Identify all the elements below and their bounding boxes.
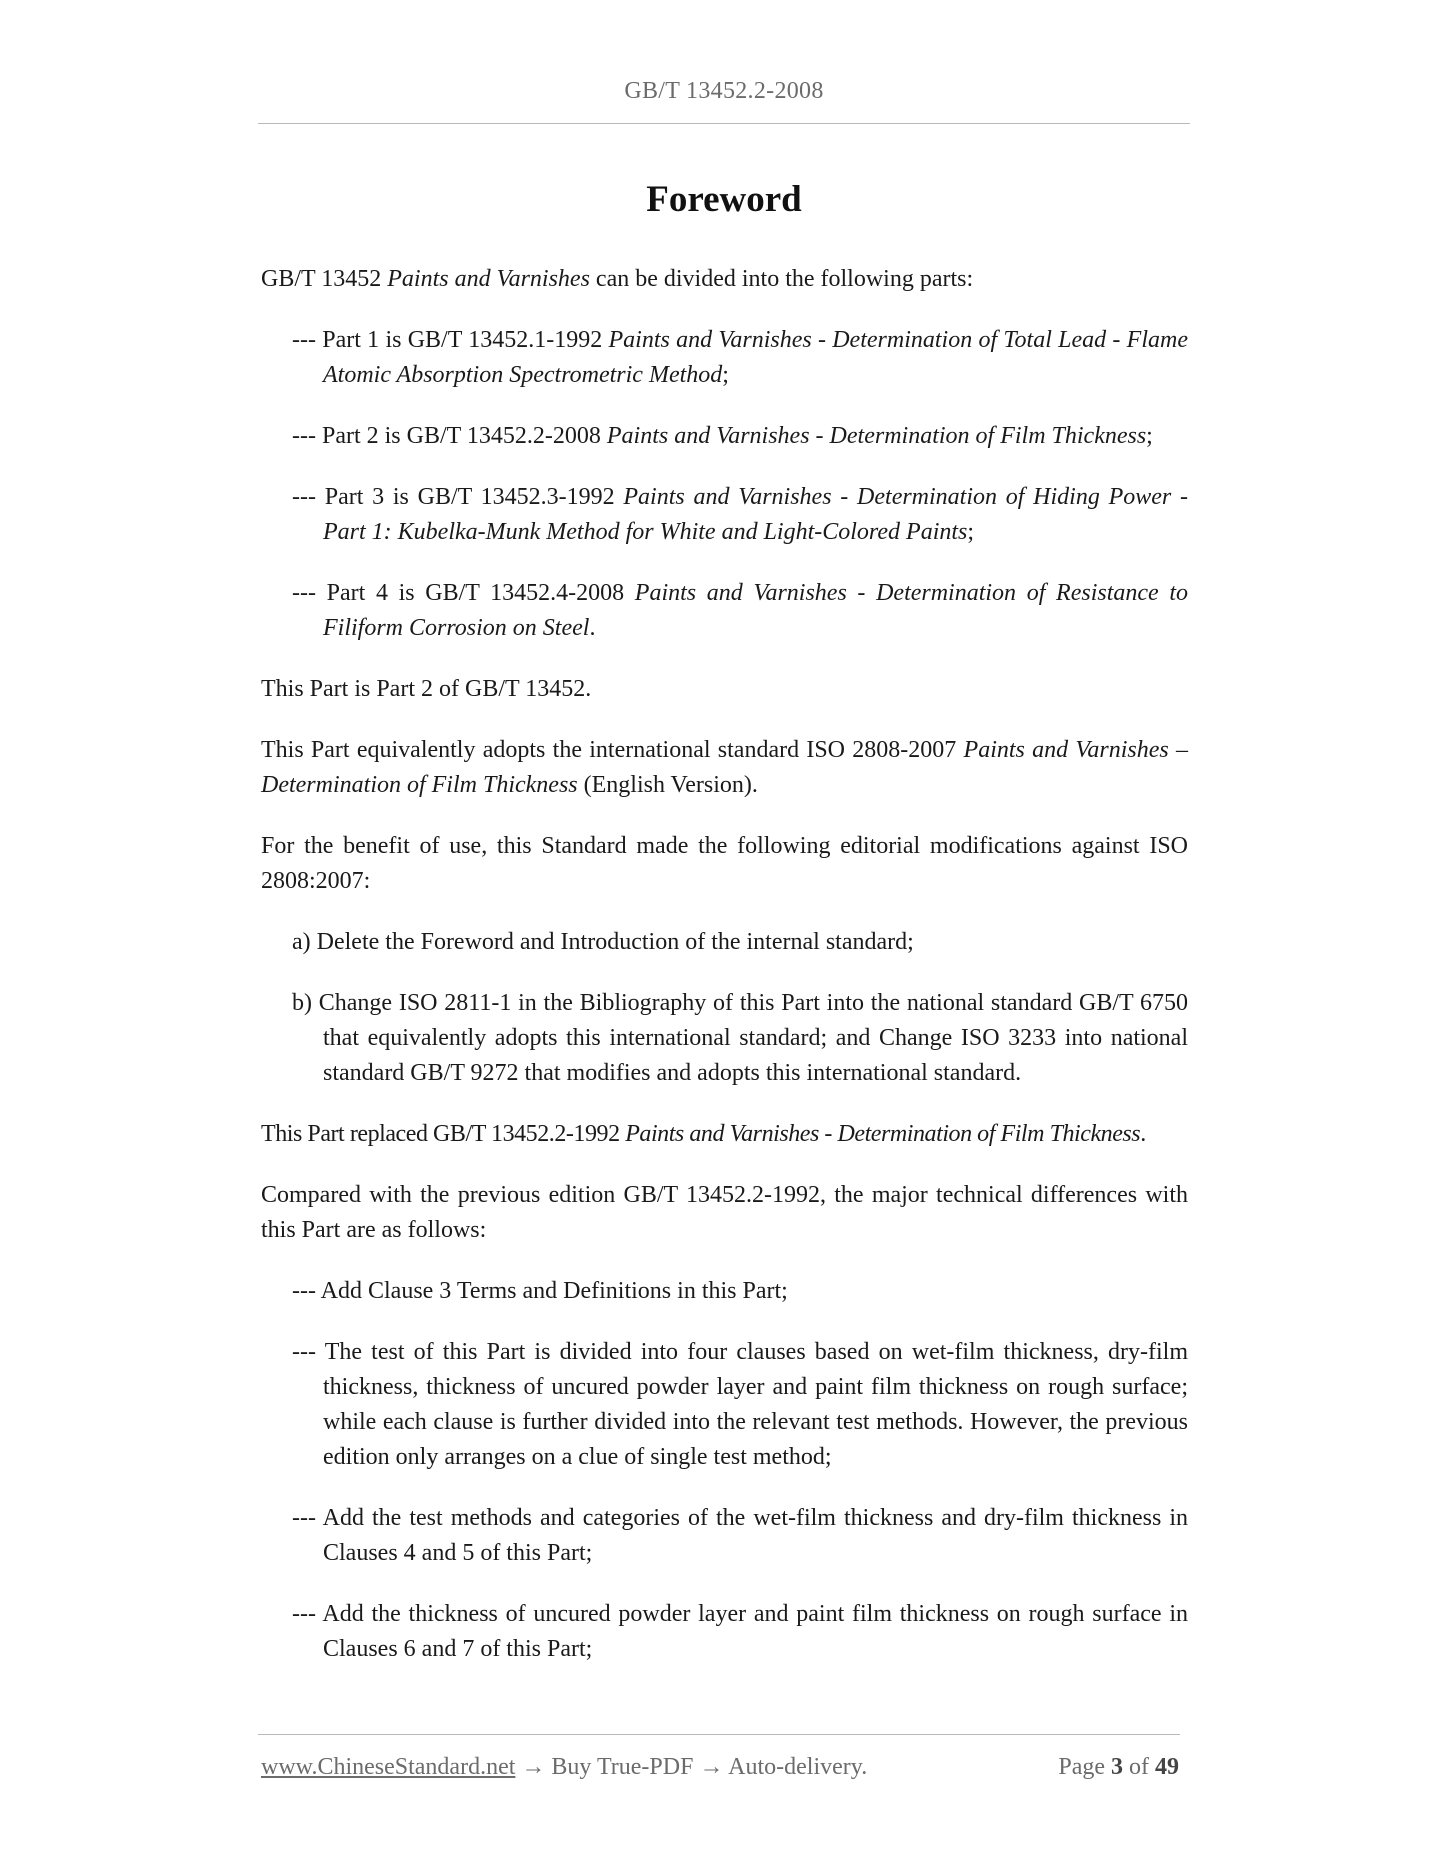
part-list-item (292, 480, 1188, 550)
page-title: Foreword (646, 179, 802, 220)
running-header: GB/T 13452.2-2008 (624, 78, 824, 104)
part-title: Paints and Varnishes - Determination of Hiding Power - Part 1: Kubelka-Munk Method for White and Light-Colored Paints (323, 484, 1189, 545)
adoption-title: Paints and Varnishes – Determination of Film Thickness (261, 737, 1188, 798)
part-ref: --- Part 3 is GB/T 13452.3-1992 (292, 484, 624, 510)
intro-paragraph (261, 262, 1188, 297)
part-end: ; (1146, 423, 1153, 449)
differences-intro: Compared with the previous edition GB/T 13452.2-1992, the major technical differences with this Part are as follows: (261, 1182, 1188, 1243)
part-title: Paints and Varnishes - Determination of Resistance to Filiform Corrosion on Steel (323, 580, 1188, 641)
part-title: Paints and Varnishes - Determination of Total Lead - Flame Atomic Absorption Spectrometric Method (323, 327, 1188, 388)
replaced-text-end: . (1140, 1121, 1146, 1147)
adoption-text-end: (English Version). (577, 772, 758, 798)
website-link[interactable]: www.ChineseStandard.net (261, 1754, 516, 1780)
of-label: of (1129, 1754, 1149, 1780)
delivery-text: Auto-delivery. (728, 1754, 868, 1780)
page-number: 3 (1111, 1754, 1123, 1780)
header-divider (258, 123, 1190, 124)
adoption-text: This Part equivalently adopts the international standard ISO 2808-2007 (261, 737, 964, 763)
replaced-paragraph (261, 1117, 1188, 1152)
part-ref: --- Part 2 is GB/T 13452.2-2008 (292, 423, 607, 449)
difference-item: --- Add Clause 3 Terms and Definitions in this Part; (292, 1278, 788, 1304)
part-list-item (292, 576, 1188, 646)
modifications-intro: For the benefit of use, this Standard made the following editorial modifications against ISO 2808:2007: (261, 833, 1188, 894)
intro-text-end: can be divided into the following parts: (589, 266, 974, 292)
part-list-item (292, 323, 1188, 393)
replaced-text: This Part replaced GB/T 13452.2-1992 (261, 1121, 626, 1147)
difference-item: --- Add the test methods and categories of the wet-film thickness and dry-film thickness in Clauses 4 and 5 of this Part; (292, 1505, 1188, 1566)
page-indicator (1058, 1754, 1179, 1781)
part-list-item (292, 419, 1188, 454)
buy-pdf-text: Buy True-PDF (551, 1754, 694, 1780)
modification-item: a) Delete the Foreword and Introduction of the internal standard; (292, 929, 914, 955)
part-statement: This Part is Part 2 of GB/T 13452. (261, 676, 592, 702)
arrow-right-icon: → (521, 1754, 546, 1780)
intro-title: Paints and Varnishes (387, 266, 590, 292)
replaced-title: Paints and Varnishes - Determination of Film Thickness (625, 1121, 1141, 1147)
modification-item: b) Change ISO 2811-1 in the Bibliography of this Part into the national standard GB/T 6750 that equivalently adopts this international standard; and Change ISO 3233 into national standard GB/T 9272 that modifies and adopts this international standard. (292, 990, 1188, 1086)
arrow-right-icon: → (699, 1754, 724, 1780)
part-end: ; (722, 362, 729, 388)
page-label: Page (1058, 1754, 1105, 1780)
part-ref: --- Part 4 is GB/T 13452.4-2008 (292, 580, 635, 606)
part-title: Paints and Varnishes - Determination of Film Thickness (606, 423, 1147, 449)
intro-text: GB/T 13452 (261, 266, 388, 292)
total-pages: 49 (1155, 1754, 1179, 1780)
body-text (261, 262, 1188, 1693)
part-end: . (589, 615, 596, 641)
footer-promo (261, 1754, 867, 1781)
footer-divider (258, 1734, 1180, 1735)
part-ref: --- Part 1 is GB/T 13452.1-1992 (292, 327, 609, 353)
adoption-paragraph (261, 733, 1188, 803)
difference-item: --- The test of this Part is divided into four clauses based on wet-film thickness, dry-film thickness, thickness of uncured powder layer and paint film thickness on rough surface; while each clause is further divided into the relevant test methods. However, the previous edition only arranges on a clue of single test method; (292, 1339, 1188, 1470)
part-end: ; (967, 519, 975, 545)
difference-item: --- Add the thickness of uncured powder layer and paint film thickness on rough surface in Clauses 6 and 7 of this Part; (292, 1601, 1188, 1662)
